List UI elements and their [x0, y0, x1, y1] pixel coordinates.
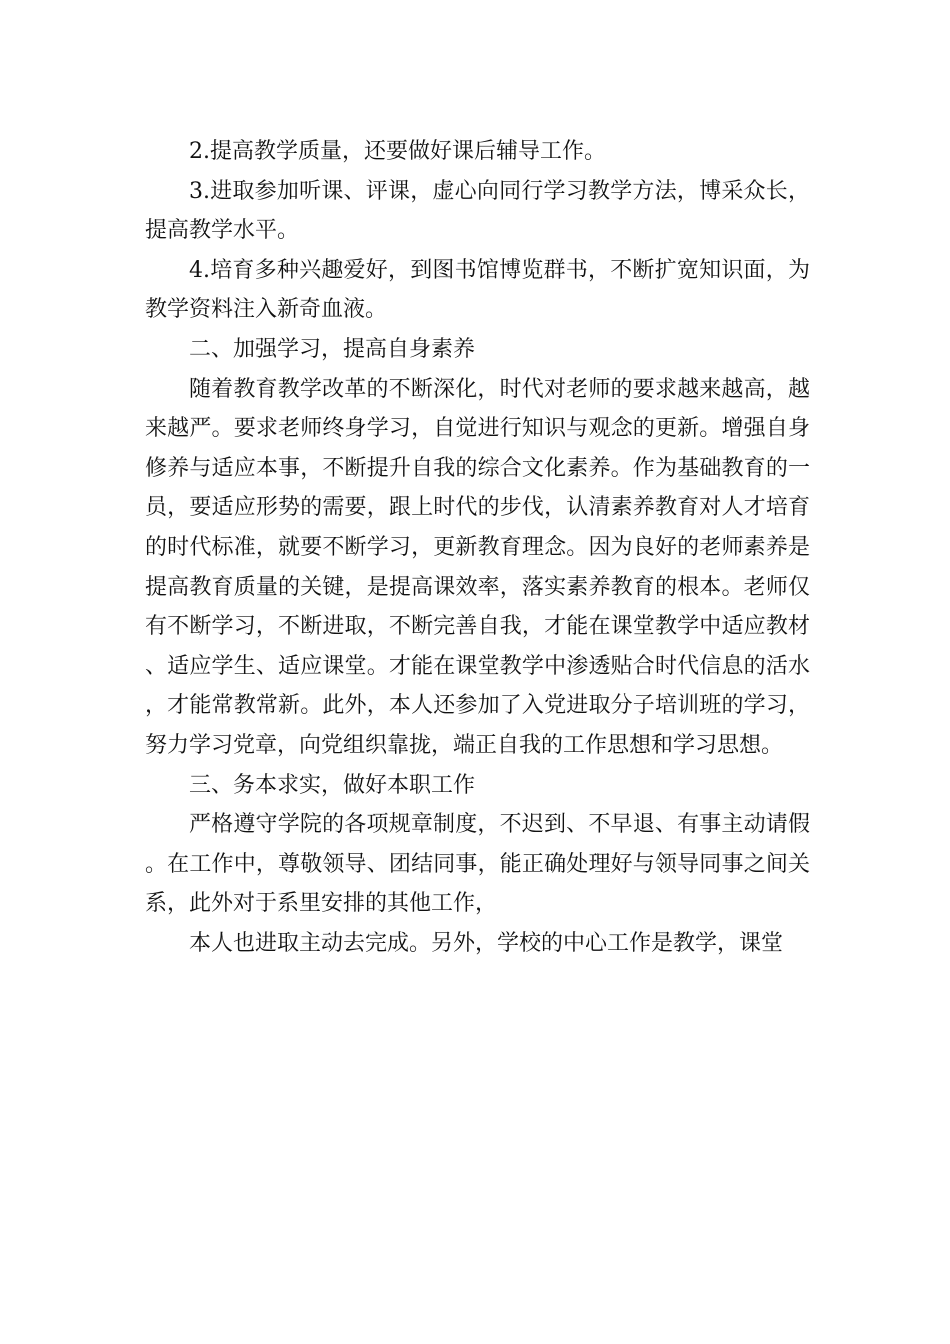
document-page	[145, 132, 810, 963]
body-paragraph-rules: 严格遵守学院的各项规章制度，不迟到、不早退、有事主动请假。在工作中，尊敬领导、团结同事，能正确处理好与领导同事之间关系，此外对于系里安排的其他工作，	[145, 812, 810, 917]
paragraph-item-3: 3.进取参加听课、评课，虚心向同行学习教学方法，博采众长，提高教学水平。	[145, 178, 810, 244]
body-paragraph-learning: 随着教育教学改革的不断深化，时代对老师的要求越来越高，越来越严。要求老师终身学习，自觉进行知识与观念的更新。增强自身修养与适应本事，不断提升自我的综合文化素养。作为基础教育的一员，要适应形势的需要，跟上时代的步伐，认清素养教育对人才培育的时代标准，就要不断学习，更新教育理念。因为良好的老师素养是提高教育质量的关键，是提高课效率，落实素养教育的根本。老师仅有不断学习，不断进取，不断完善自我，才能在课堂教学中适应教材、适应学生、适应课堂。才能在课堂教学中渗透贴合时代信息的活水，才能常教常新。此外，本人还参加了入党进取分子培训班的学习，努力学习党章，向党组织靠拢，端正自我的工作思想和学习思想。	[145, 376, 810, 758]
paragraph-item-2: 2.提高教学质量，还要做好课后辅导工作。	[189, 139, 606, 164]
section-heading-3: 三、务本求实，做好本职工作	[189, 772, 476, 798]
body-paragraph-continuation: 本人也进取主动去完成。另外，学校的中心工作是教学，课堂	[189, 930, 784, 956]
section-heading-2: 二、加强学习，提高自身素养	[189, 336, 476, 362]
paragraph-item-4: 4.培育多种兴趣爱好，到图书馆博览群书，不断扩宽知识面，为教学资料注入新奇血液。	[145, 257, 810, 323]
